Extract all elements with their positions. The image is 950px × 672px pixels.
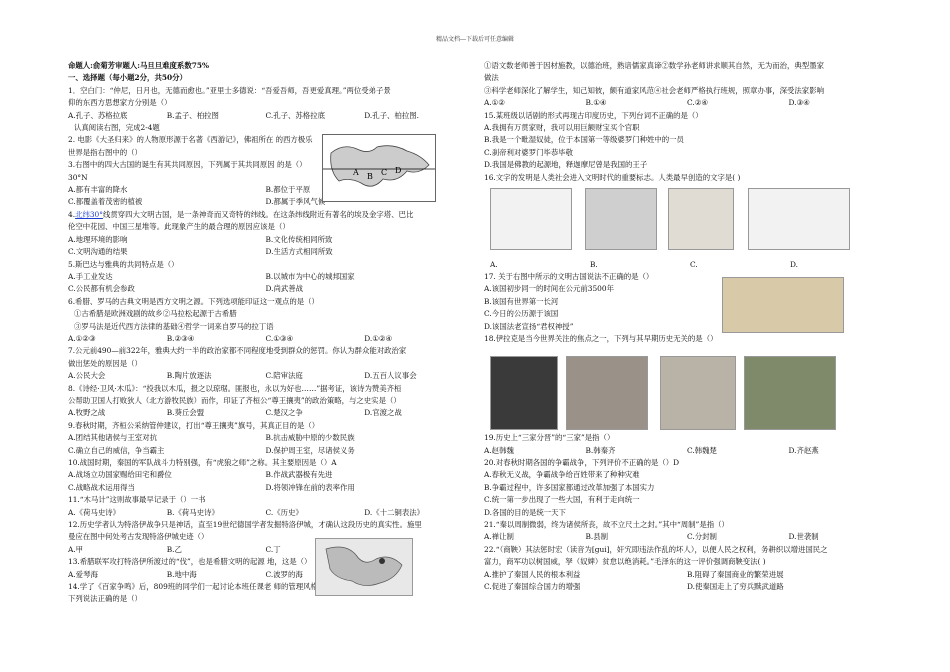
option-text: B.陶片放逐法 bbox=[166, 371, 212, 381]
option-row bbox=[484, 97, 890, 109]
option-text: B.葵丘会盟 bbox=[166, 408, 205, 418]
question-line: 20.对春秋时期各国的争霸战争，下列评价不正确的是（）D bbox=[484, 458, 680, 467]
option-text: A.孔子、苏格拉底 bbox=[68, 110, 128, 120]
egypt-mural-image bbox=[722, 277, 844, 333]
option-text: C.②④ bbox=[687, 98, 708, 108]
option-text: D.生活方式相同所致 bbox=[265, 247, 333, 257]
option-row bbox=[484, 569, 890, 581]
option-text: C.分封制 bbox=[687, 532, 717, 542]
question-line: 下列说法正确的是（） bbox=[68, 594, 142, 604]
script-image-b bbox=[585, 188, 657, 250]
option-row bbox=[68, 110, 463, 122]
option-text: B.抗击威胁中原的少数民族 bbox=[265, 433, 355, 443]
question-line: 22.“（商鞅）其法惩时宏（读音为[gui]，奸宄即违法作乱的坏人），以便人民之权利，务耕织以增进国民之 bbox=[484, 544, 828, 554]
option-text: C.韩魏楚 bbox=[687, 445, 717, 455]
question-line: 仰的东西方思想家方分别是（） bbox=[68, 98, 172, 108]
parthenon-image bbox=[660, 356, 736, 430]
option-text: A.甲 bbox=[68, 544, 84, 554]
script-image-a bbox=[490, 188, 572, 250]
option-row bbox=[68, 507, 463, 519]
question-line: 12.历史学者认为特洛伊战争只是神话，直至19世纪德国学者发掘特洛伊城，才确认这段历史的真实性。施里 bbox=[68, 520, 422, 530]
option-row bbox=[484, 531, 890, 543]
option-text: A.公民大会 bbox=[68, 371, 106, 381]
option-row bbox=[68, 246, 463, 258]
option-row bbox=[68, 234, 463, 246]
question-line: D.各国的目的是统一天下 bbox=[484, 507, 566, 517]
question-line: 4.北纬30°线贯穿四大文明古国，是一条神奇而又奇特的纬线。在这条纬线附近有著名的埃及金字塔、巴比 bbox=[68, 209, 414, 219]
option-text: A.牧野之战 bbox=[68, 408, 106, 418]
cuneiform-tablet-image bbox=[566, 356, 648, 430]
option-text: C.战略战术运用得当 bbox=[68, 482, 135, 492]
option-text: B.作战武器极有先进 bbox=[265, 470, 333, 480]
option-row bbox=[68, 482, 463, 494]
script-image-c bbox=[668, 188, 734, 250]
option-text: A.赵韩魏 bbox=[484, 445, 514, 455]
question-line: B.该国有世界第一长河 bbox=[484, 296, 559, 306]
option-text: D.保护周王室，尽诸侯义务 bbox=[265, 445, 355, 455]
question-line: 富力，商军功以树国威，孥（奴婢）贫怠以绝消耗。”毛泽东的这一评价强调商鞅变法( ) bbox=[484, 557, 766, 567]
option-text: D.③④ bbox=[788, 98, 810, 108]
option-text: C. bbox=[690, 259, 698, 269]
option-row bbox=[68, 271, 463, 283]
question-line: 伦空中花园、中国三星堆等。此现象产生的最合理的原因应该是（） bbox=[68, 222, 290, 232]
question-line: C.刹帝利对婆罗门毕恭毕敬 bbox=[484, 147, 574, 157]
option-text: D.世袭制 bbox=[788, 532, 819, 542]
svg-text:C: C bbox=[381, 168, 388, 177]
greece-map-figure bbox=[315, 538, 413, 596]
question-line: D.该国法老宣扬“君权神授” bbox=[484, 321, 574, 331]
option-text: D.尚武善战 bbox=[265, 284, 304, 294]
svg-text:B: B bbox=[367, 172, 373, 181]
option-row bbox=[68, 333, 463, 345]
question-line: 做出惩处的原因是（） bbox=[68, 358, 142, 368]
question-line: 做法 bbox=[484, 73, 499, 83]
option-text: D.五百人议事会 bbox=[364, 371, 417, 381]
option-row bbox=[484, 581, 890, 593]
question-line: 2. 电影《大圣归来》的人物原形源于名著《西游记》，佛祖所在 的西方极乐 bbox=[68, 135, 313, 145]
option-text: A.团结其他诸侯与王室对抗 bbox=[68, 433, 157, 443]
question-line: 公帮助卫国人打败狄人（北方游牧民族）而作，印证了齐桓公“尊王攘夷”的政治策略，与之史实是（） bbox=[68, 395, 401, 405]
question-line: A.我拥有万贯家财，我可以用巨额财宝买个官职 bbox=[484, 123, 640, 133]
latitude-link[interactable]: 北纬30° bbox=[75, 209, 103, 219]
option-text: B.①④ bbox=[585, 98, 607, 108]
question-line: C.统一第一步出现了一些大国，有利于走向统一 bbox=[484, 495, 640, 505]
option-text: B.文化传统相同所致 bbox=[265, 234, 333, 244]
question-line: A.该国初步同一的时间在公元前3500年 bbox=[484, 284, 614, 294]
question-line: D.我国是佛教的起源地，释迦摩尼曾是我国的王子 bbox=[484, 160, 648, 170]
option-text: C.①③④ bbox=[265, 333, 294, 343]
section-heading: 命题人:俞菊芳审题人:马旦旦难度系数75% bbox=[68, 61, 210, 70]
option-text: A. bbox=[490, 259, 498, 269]
question-line: 30°N bbox=[68, 172, 88, 182]
question-line: 19.历史上“三家分晋”的“三家”是指（） bbox=[484, 433, 615, 443]
option-text: B.《荷马史诗》 bbox=[166, 507, 219, 517]
question-line: 6.希腊、罗马的古典文明是西方文明之源。下列选项能印证这一观点的是（） bbox=[68, 296, 319, 306]
question-line: 认真阅读右图，完成2-4题 bbox=[74, 123, 160, 133]
option-text: C.波罗的海 bbox=[265, 569, 303, 579]
option-row bbox=[68, 407, 463, 419]
question-line: ③科学老师深化了解学生，知己知彼，颇有道家风范④社会老师严格执行班规，照章办事，深受法家影响 bbox=[484, 85, 824, 95]
question-line: ①语文数老师善于因材施教，以德治班，熟谙儒家真谛②数学孙老师讲求顺其自然，无为而治，典型墨家 bbox=[484, 61, 824, 70]
option-text: C.促进了秦国综合国力的增强 bbox=[484, 582, 581, 592]
option-text: A.①② bbox=[484, 98, 505, 108]
option-text: A.①②③ bbox=[68, 333, 96, 343]
question-line: 曼应在图中何处考古发现特洛伊城史迹（） bbox=[68, 532, 209, 542]
question-line: 10.战国时期，秦国的军队战斗力特别强，有“虎狼之师”之称。其主要原因是（）A bbox=[68, 458, 337, 467]
option-text: D.丙 bbox=[364, 544, 380, 554]
option-text: A.地理环境的影响 bbox=[68, 234, 128, 244]
svg-text:A: A bbox=[353, 168, 359, 177]
option-text: B.地中海 bbox=[166, 569, 197, 579]
question-line: C.今日的公历源于该国 bbox=[484, 309, 559, 319]
option-text: C.陪审法庭 bbox=[265, 371, 303, 381]
option-text: D.将领冲锋在前的表率作用 bbox=[265, 482, 355, 492]
code-stele-image bbox=[490, 356, 558, 430]
world-map-figure bbox=[322, 134, 436, 202]
option-row bbox=[484, 445, 890, 457]
option-text: D.孔子、柏拉图. bbox=[364, 110, 419, 120]
option-text: C.确立自己的威信，争当霸主 bbox=[68, 445, 165, 455]
option-text: D.使秦国走上了穷兵黩武道路 bbox=[687, 582, 784, 592]
option-text: A.《荷马史诗》 bbox=[68, 507, 121, 517]
page-header: 精品文档---下载后可任意编辑 bbox=[435, 36, 515, 43]
question-line: 世界是指右图中的（） bbox=[68, 147, 142, 157]
option-text: A.推护了秦国人民的根本利益 bbox=[484, 569, 581, 579]
option-text: B.都位于平原 bbox=[265, 185, 311, 195]
script-image-d bbox=[748, 188, 850, 250]
question-line: ①古希腊是欧洲戏剧的故乡②马拉松起源于古希腊 bbox=[74, 309, 237, 319]
question-line: 8.《诗经·卫风·木瓜》：“投我以木瓜，报之以琼琚。匪报也，永以为好也……”据考证，该诗为赞美齐桓 bbox=[68, 383, 402, 393]
option-text: C.《历史》 bbox=[265, 507, 303, 517]
option-text: D. bbox=[790, 259, 799, 269]
question-line: B.争霸过程中，许多国家都通过改革加强了本国实力 bbox=[484, 482, 655, 492]
option-text: C.孔子、苏格拉底 bbox=[265, 110, 325, 120]
question-line: 3.右图中的四大古国的诞生有其共同原因，下列属于其共同原因 的是（） bbox=[68, 160, 307, 170]
option-text: A.爱琴海 bbox=[68, 569, 98, 579]
option-text: B.阻碍了秦国商业的繁荣进展 bbox=[687, 569, 784, 579]
option-text: D.都属于季风气候 bbox=[265, 197, 326, 207]
option-text: A.都有丰富的降水 bbox=[68, 185, 128, 195]
section-heading: 一、选择题（每小题2分，共50分） bbox=[68, 73, 187, 83]
option-text: B.②③④ bbox=[166, 333, 195, 343]
option-text: A.手工业发达 bbox=[68, 271, 113, 281]
question-line: 5.斯巴达与雅典的共同特点是（） bbox=[68, 259, 179, 269]
option-row bbox=[68, 469, 463, 481]
question-line: 9.春秋时期，齐桓公采纳管仲建议，打出“尊王攘夷”旗号，其真正目的是（） bbox=[68, 420, 320, 430]
option-row bbox=[68, 445, 463, 457]
option-row bbox=[68, 283, 463, 295]
hanging-gardens-image bbox=[744, 356, 836, 430]
option-text: D.官渡之战 bbox=[364, 408, 402, 418]
question-line: 21.“秦以周制微弱，终为诸侯所丧，故不立尺土之封。”其中“周制”是指（） bbox=[484, 520, 729, 530]
option-row bbox=[68, 370, 463, 382]
question-line: ③罗马法是近代西方法律的基础④哲学一词来自罗马的拉丁语 bbox=[74, 321, 274, 331]
question-line: 11.“木马计”这则故事最早记录于（）一书 bbox=[68, 495, 206, 505]
option-text: D.①②④ bbox=[364, 333, 393, 343]
question-line: 16.文字的发明是人类社会进入文明时代的重要标志。人类最早创造的文字是( ) bbox=[484, 172, 741, 182]
question-line: 17. 关于右图中所示的文明古国说法不正确的是（） bbox=[484, 271, 654, 281]
option-text: B.孟子、柏拉图 bbox=[166, 110, 219, 120]
option-text: B.韩秦齐 bbox=[585, 445, 616, 455]
option-text: C.公民都有机会参政 bbox=[68, 284, 135, 294]
question-line: 1．空白门：“仲尼，日月也，无德而愈也。”亚里士多德说：“吾爱吾师，吾更爱真理。”两位受弟子景 bbox=[68, 85, 391, 95]
option-text: B.县制 bbox=[585, 532, 609, 542]
option-text: A.禅让制 bbox=[484, 532, 514, 542]
option-text: A.战场立功国家赐给田宅和爵位 bbox=[68, 470, 172, 480]
option-text: D.《十二铜表法》 bbox=[364, 507, 424, 517]
option-text: C.楚汉之争 bbox=[265, 408, 303, 418]
question-line: A.春秋无义战，争霸战争给百姓带来了种种灾难 bbox=[484, 470, 640, 480]
option-text: B. bbox=[590, 259, 598, 269]
option-row bbox=[68, 432, 463, 444]
question-line: 15.某班级以话剧的形式再现古印度历史，下列台词不正确的是（） bbox=[484, 110, 703, 120]
question-line: 14.学了《百家争鸣》后，809班的同学们一起讨论本班任课老 师的管理风格。 bbox=[68, 582, 326, 592]
option-text: B.乙 bbox=[166, 544, 182, 554]
question-line: 18.伊拉克是当今世界关注的焦点之一，下列与其早期历史无关的是（） bbox=[484, 333, 718, 343]
option-text: C.都覆盖着茂密的植被 bbox=[68, 197, 143, 207]
svg-text:D: D bbox=[395, 166, 402, 175]
question-line: 7.公元前490—前322年，雅典大约一半的政治家都不同程度地受到群众的惩罚。你认为群众能对政治家 bbox=[68, 346, 407, 356]
question-line: 13.希腊联军攻打特洛伊所渡过的“伐”，也是希腊文明的起源 地，这是（） bbox=[68, 557, 312, 567]
option-row bbox=[484, 259, 890, 271]
option-text: C.丁 bbox=[265, 544, 281, 554]
option-text: B.以城市为中心的城邦国家 bbox=[265, 271, 355, 281]
question-line: B.我是一个毗湿奴徒，位于本国第一等级婆罗门种姓中的一员 bbox=[484, 135, 684, 145]
option-text: C.文明沟通的结果 bbox=[68, 247, 128, 257]
option-text: D.齐赵燕 bbox=[788, 445, 819, 455]
